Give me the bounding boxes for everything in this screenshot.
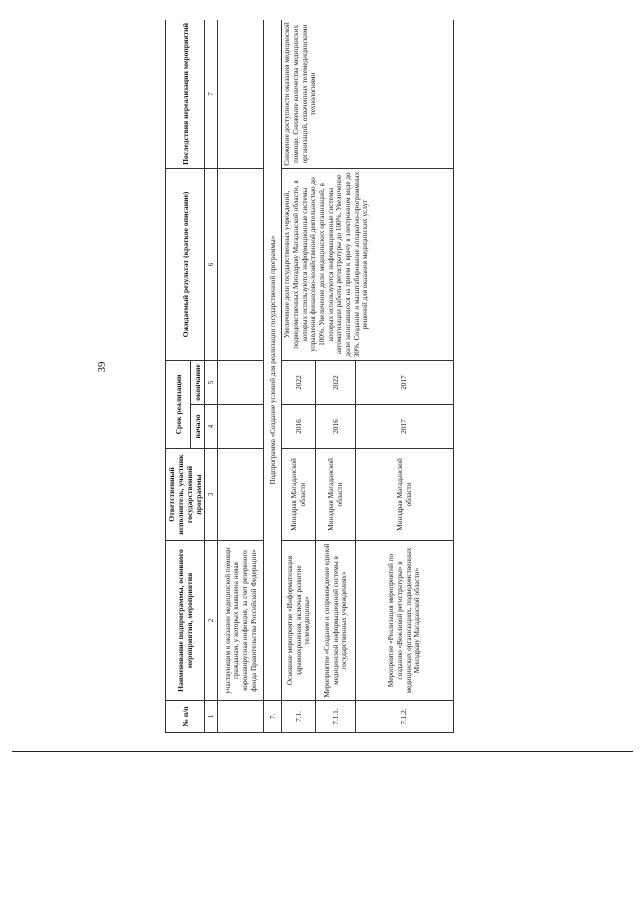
colnum-2: 2 — [205, 541, 218, 701]
colnum-4: 4 — [205, 405, 218, 449]
row-consequences: Снижение доступности оказания медицинской помощи. Снижение количества медицинских организаций, охваченных телемедицинскими технологиями — [282, 20, 454, 168]
measures-table — [165, 20, 454, 733]
row-executor: Минздрав Магаданской области — [316, 449, 356, 541]
cont-name: участвующим в оказании медицинской помощи гражданам, у которых выявлена новая коронавирусная инфекция, за счет резервного фонда Правительства Российской Федерации» — [218, 541, 264, 701]
row-start: 2016 — [282, 405, 316, 449]
colnum-1: 1 — [205, 701, 218, 733]
continuation-row — [218, 20, 264, 733]
colnum-7: 7 — [205, 20, 218, 168]
row-name: Мероприятие «Реализация мероприятий по созданию «Вежливой регистратуры» в медицинских организациях, подведомственных Минздраву Магаданской области» — [356, 541, 454, 701]
page-number: 39 — [96, 361, 108, 373]
row-num: 7.1.2. — [356, 701, 454, 733]
cont-end — [218, 360, 264, 404]
header-row — [166, 20, 191, 733]
rotated-content — [165, 20, 454, 733]
cont-num — [218, 701, 264, 733]
row-end: 2022 — [316, 360, 356, 404]
rotated-table-frame — [165, 20, 454, 733]
colnum-5: 5 — [205, 360, 218, 404]
bottom-rule — [12, 751, 633, 752]
row-executor: Минздрав Магаданской области — [356, 449, 454, 541]
header-consequences: Последствия нереализации мероприятий — [166, 20, 205, 168]
cont-result — [218, 168, 264, 360]
row-start: 2016 — [316, 405, 356, 449]
cont-executor — [218, 449, 264, 541]
row-executor: Минздрав Магаданской области — [282, 449, 316, 541]
row-num: 7.1.1. — [316, 701, 356, 733]
header-end: окончание — [191, 360, 205, 404]
row-start: 2017 — [356, 405, 454, 449]
row-num: 7.1. — [282, 701, 316, 733]
header-num: № п/п — [166, 701, 205, 733]
colnum-6: 6 — [205, 168, 218, 360]
column-number-row — [205, 20, 218, 733]
header-period: Срок реализации — [166, 360, 191, 448]
cont-consequences — [218, 20, 264, 168]
header-result: Ожидаемый результат (краткое описание) — [166, 168, 205, 360]
colnum-3: 3 — [205, 449, 218, 541]
row-name: Основное мероприятие «Информатизация здравоохранения, включая развитие телемедицины» — [282, 541, 316, 701]
header-start: начало — [191, 405, 205, 449]
row-end: 2017 — [356, 360, 454, 404]
row-name: Мероприятие «Создание и сопровождение единой медицинской информационной системы в государственных учреждениях» — [316, 541, 356, 701]
cont-start — [218, 405, 264, 449]
section-num: 7. — [264, 701, 282, 733]
section-title: Подпрограмма «Создание условий для реализации государственной программы» — [264, 20, 282, 701]
row-result: Увеличение доли государственных учреждений, подведомственных Минздраву Магаданской области, в которых используются информационные системы управления финансово-хозяйственной деятельностью до 100%. Увеличение доли медицинских организаций, в которых используются информационные системы автоматизации работы регистратуры до 100%. Увеличение доли записавшихся на прием к врачу в электронном виде до 30%. Создание и масштабирование аппаратно-программных решений для оказания медицинских услуг — [282, 168, 454, 360]
header-executor: Ответственный исполнитель, участник государственной программы — [166, 449, 205, 541]
section-row — [264, 20, 282, 733]
row-end: 2022 — [282, 360, 316, 404]
header-name: Наименование подпрограммы, основного мероприятия, мероприятия — [166, 541, 205, 701]
table-row — [282, 20, 316, 733]
